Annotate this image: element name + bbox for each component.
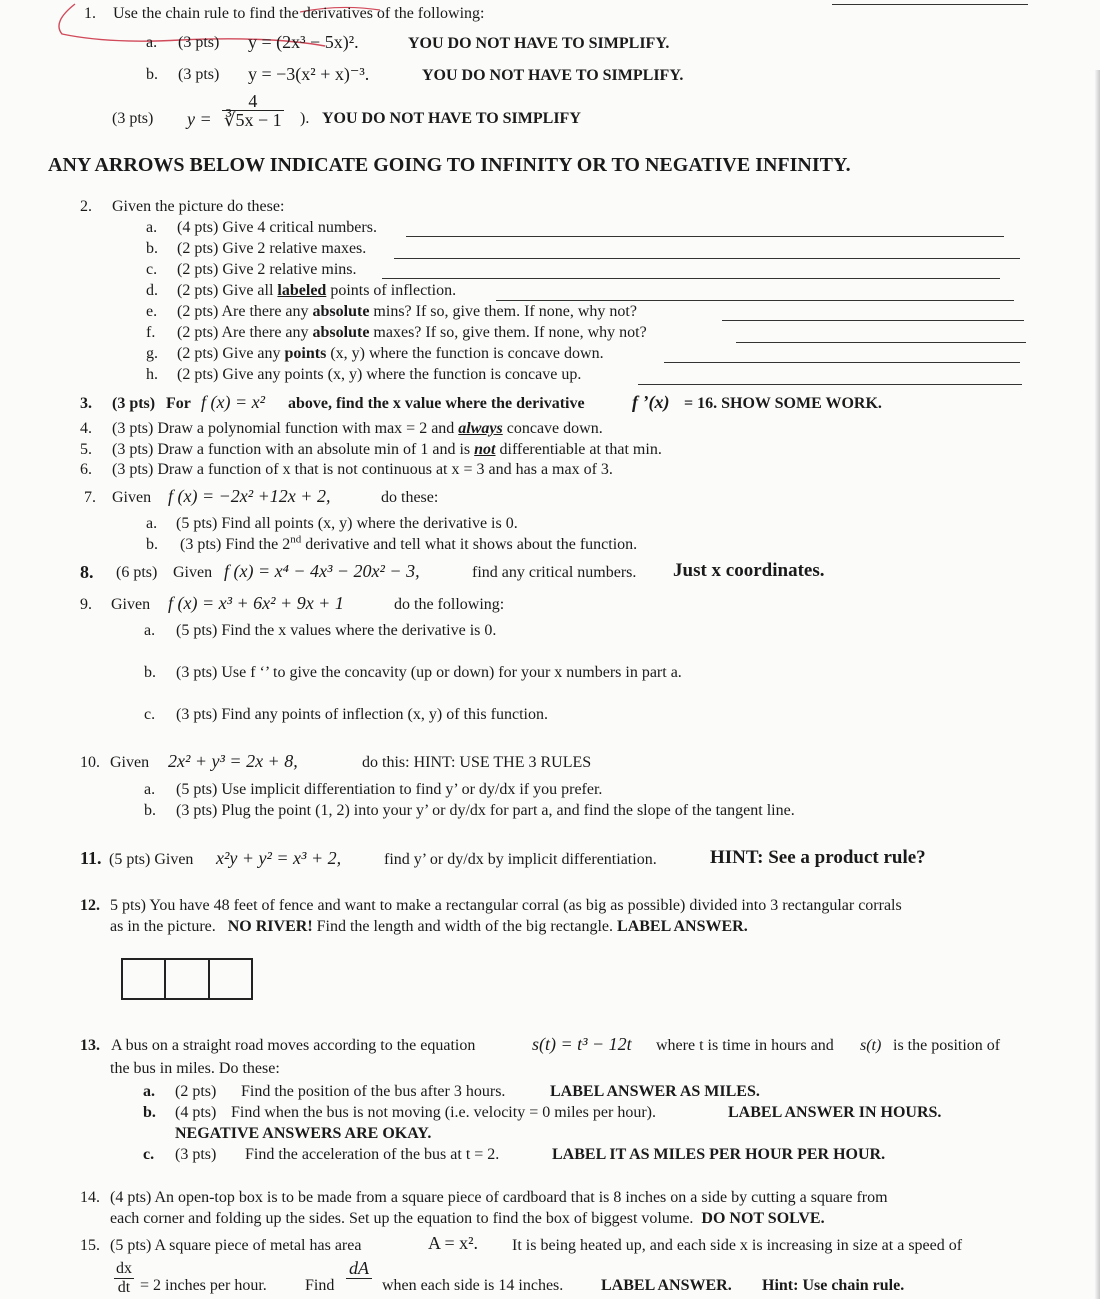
q7b-letter: b. (146, 536, 158, 553)
q11-hint: HINT: See a product rule? (710, 847, 926, 868)
q9b-text: (3 pts) Use f ‘’ to give the concavity (up or down) for your x numbers in part a. (176, 664, 682, 681)
q9a-letter: a. (144, 622, 156, 639)
q2-item-text: Give all (222, 282, 278, 299)
q13c-points: (3 pts) (175, 1146, 217, 1163)
q1a-letter: a. (146, 34, 158, 51)
q15-dxdt (114, 1260, 134, 1297)
q3-text3: = 16. SHOW SOME WORK. (684, 395, 882, 412)
q13-text3: is the position of (893, 1037, 1001, 1054)
q13b-letter: b. (143, 1104, 156, 1121)
q12-part2: Find the length and width of the big rectangle. (316, 918, 614, 935)
q10b-letter: b. (144, 802, 156, 819)
q8-number: 8. (80, 562, 94, 582)
q15-number: 15. (80, 1237, 100, 1254)
q2-item-letter: d. (146, 282, 158, 299)
q3-text1: For (166, 395, 191, 412)
q7-lead: Given (112, 489, 152, 506)
q14-line2 (110, 1209, 825, 1229)
answer-line-2e (722, 320, 1024, 321)
q1-number: 1. (84, 5, 96, 22)
q2-item-points: (2 pts) (177, 303, 219, 320)
q8-points: (6 pts) (116, 564, 158, 581)
scan-edge (1094, 70, 1100, 1299)
q2-item-letter: f. (146, 324, 156, 341)
q2-item-text: Give 2 relative maxes. (222, 240, 367, 257)
q2-item-points: (2 pts) (177, 261, 219, 278)
q7-number: 7. (84, 489, 96, 506)
q15-find: Find (305, 1277, 335, 1294)
q14-number: 14. (80, 1189, 100, 1206)
q1c-y: y = (187, 109, 212, 129)
header-rule (832, 4, 1028, 5)
answer-line-2d (496, 300, 1014, 301)
q7b-text (180, 535, 637, 555)
q2-item-text-end: maxes? If so, give them. If none, why not? (369, 324, 647, 341)
answer-line-2b (394, 258, 1020, 259)
q2-item-text: Are there any (221, 324, 313, 341)
q14-bold: DO NOT SOLVE. (701, 1210, 825, 1227)
q2-number: 2. (80, 198, 92, 215)
q3-derivative: f ’(x) (632, 392, 670, 412)
q1b-letter: b. (146, 66, 158, 83)
answer-line-2f (736, 342, 1026, 343)
q2-item-bold: labeled (277, 282, 327, 299)
q2-item-letter: b. (146, 240, 158, 257)
q2-item-letter: c. (146, 261, 158, 278)
q14-line1: (4 pts) An open-top box is to be made from a square piece of cardboard that is 8 inches on a side by cutting a square from (110, 1189, 888, 1206)
q15-equation: A = x². (428, 1233, 479, 1253)
q1b-points: (3 pts) (178, 66, 220, 83)
q5-number: 5. (80, 441, 92, 458)
q2-item-text-end: mins? If so, give them. If none, why not? (369, 303, 637, 320)
q2-item-points: (4 pts) (177, 219, 219, 236)
q10-tail: do this: HINT: USE THE 3 RULES (362, 754, 592, 771)
q7a-text: (5 pts) Find all points (x, y) where the derivative is 0. (176, 515, 518, 532)
q1-intro: Use the chain rule to find the derivatives of the following: (113, 5, 485, 22)
q2-item-letter: a. (146, 219, 158, 236)
q2-item-letter: h. (146, 366, 158, 383)
q9-lead: Given (111, 596, 151, 613)
q10-lead: Given (110, 754, 150, 771)
q7b-part1: (3 pts) Find the 2 (180, 536, 291, 553)
q15-dt: dt (117, 1279, 131, 1296)
q2-item-text-end: (x, y) where the function is concave down. (326, 345, 604, 362)
q13-s: s(t) (860, 1037, 882, 1054)
q10a-letter: a. (144, 781, 156, 798)
q13b-text: Find when the bus is not moving (i.e. velocity = 0 miles per hour). (231, 1104, 656, 1121)
q3-function: f (x) = x² (201, 392, 266, 412)
q1b-note: YOU DO NOT HAVE TO SIMPLIFY. (422, 67, 684, 84)
q1a-note: YOU DO NOT HAVE TO SIMPLIFY. (408, 35, 670, 52)
q1c-fraction (222, 92, 284, 129)
corral-diagram (118, 955, 256, 1003)
q15-bold: LABEL ANSWER. (601, 1277, 732, 1294)
q2-item (146, 218, 377, 238)
q11-text: find y’ or dy/dx by implicit differentiation. (384, 851, 657, 868)
q1c-close: ). (300, 110, 310, 127)
q15-dA (346, 1258, 372, 1279)
q14-part: each corner and folding up the sides. Set up the equation to find the box of biggest volume. (110, 1210, 694, 1227)
q2-item (146, 302, 637, 322)
q4-number: 4. (80, 420, 92, 437)
q5-part2: differentiable at that min. (495, 441, 662, 458)
q2-item-bold: points (284, 345, 327, 362)
q2-item-points: (2 pts) (177, 282, 219, 299)
q13-equation: s(t) = t³ − 12t (532, 1034, 632, 1054)
q2-item-text: Give any (222, 345, 285, 362)
q2-item-points: (2 pts) (177, 345, 219, 362)
q6-text: (3 pts) Draw a function of x that is not continuous at x = 3 and has a max of 3. (112, 461, 613, 478)
q5-text (112, 440, 662, 460)
q15-text2: It is being heated up, and each side x is increasing in size at a speed of (512, 1237, 963, 1254)
q3-number: 3. (80, 395, 92, 412)
q2-item-bold: absolute (312, 324, 370, 341)
q9-equation: f (x) = x³ + 6x² + 9x + 1 (168, 593, 344, 613)
q13c-text: Find the acceleration of the bus at t = 2. (245, 1146, 500, 1163)
q11-equation: x²y + y² = x³ + 2, (216, 848, 342, 868)
q2-item (146, 323, 647, 343)
q15-dA-numerator: dA (346, 1258, 372, 1279)
q1a-points: (3 pts) (178, 34, 220, 51)
q12-line2 (110, 917, 748, 937)
q2-item-points: (2 pts) (177, 240, 219, 257)
q13a-bold: LABEL ANSWER AS MILES. (550, 1083, 760, 1100)
q7b-part2: derivative and tell what it shows about the function. (301, 536, 638, 553)
q12-part1: as in the picture. (110, 918, 216, 935)
q1c-note: YOU DO NOT HAVE TO SIMPLIFY (322, 110, 581, 127)
answer-line-2h (638, 384, 1022, 385)
q6-number: 6. (80, 461, 92, 478)
q1c-points: (3 pts) (112, 110, 154, 127)
q12-bold2: LABEL ANSWER. (617, 918, 748, 935)
q7a-letter: a. (146, 515, 158, 532)
q12-bold1: NO RIVER! (227, 918, 313, 935)
q13-text2: where t is time in hours and (656, 1037, 834, 1054)
q4-part1: (3 pts) Draw a polynomial function with max = 2 and (112, 420, 459, 437)
q11-number: 11. (80, 848, 102, 868)
q4-emphasis: always (458, 420, 503, 437)
q9a-text: (5 pts) Find the x values where the derivative is 0. (176, 622, 497, 639)
q3-points: (3 pts) (112, 395, 156, 412)
q2-item (146, 239, 366, 259)
q15-text4: when each side is 14 inches. (382, 1277, 564, 1294)
q13c-letter: c. (143, 1146, 155, 1163)
q2-item-text: Give any points (x, y) where the function is concave up. (222, 366, 582, 383)
q7b-superscript: nd (290, 533, 302, 546)
q1b-equation: y = −3(x² + x)⁻³. (248, 64, 370, 84)
q2-item-bold: absolute (312, 303, 370, 320)
q11-lead: (5 pts) Given (109, 851, 194, 868)
q10-equation: 2x² + y³ = 2x + 8, (168, 751, 298, 771)
q2-item (146, 344, 604, 364)
q10-number: 10. (80, 754, 100, 771)
answer-line-2a (406, 236, 1004, 237)
q13b-points: (4 pts) (175, 1104, 217, 1121)
q9b-letter: b. (144, 664, 156, 681)
q13-text1: A bus on a straight road moves according to the equation (111, 1037, 476, 1054)
q13a-text: Find the position of the bus after 3 hours. (241, 1083, 506, 1100)
q9-number: 9. (80, 596, 92, 613)
q9c-text: (3 pts) Find any points of inflection (x, y) of this function. (176, 706, 548, 723)
q2-item-letter: e. (146, 303, 158, 320)
q2-item-points: (2 pts) (177, 324, 219, 341)
q5-emphasis: not (474, 441, 496, 458)
arrows-note: ANY ARROWS BELOW INDICATE GOING TO INFINITY OR TO NEGATIVE INFINITY. (48, 154, 851, 176)
q15-text3: = 2 inches per hour. (140, 1277, 267, 1294)
q10b-text: (3 pts) Plug the point (1, 2) into your y’ or dy/dx for part a, and find the slope of the tangent line. (176, 802, 795, 819)
q8-equation: f (x) = x⁴ − 4x³ − 20x² − 3, (224, 561, 420, 581)
q2-item-letter: g. (146, 345, 158, 362)
corral-outer-rectangle (122, 959, 252, 999)
q15-bold2: Hint: Use chain rule. (762, 1277, 905, 1294)
q13c-bold: LABEL IT AS MILES PER HOUR PER HOUR. (552, 1146, 886, 1163)
q2-item (146, 365, 581, 385)
q15-dx: dx (116, 1260, 132, 1277)
q2-item (146, 260, 357, 280)
q5-part1: (3 pts) Draw a function with an absolute min of 1 and is (112, 441, 475, 458)
q1a-equation: y = (2x³ − 5x)². (248, 32, 359, 52)
q4-text (112, 419, 603, 439)
q13-text4: the bus in miles. Do these: (110, 1060, 280, 1077)
q9-tail: do the following: (394, 596, 505, 613)
q2-item-points: (2 pts) (177, 366, 219, 383)
q2-item (146, 281, 456, 301)
q4-part2: concave down. (502, 420, 603, 437)
q10a-text: (5 pts) Use implicit differentiation to find y’ or dy/dx if you prefer. (176, 781, 603, 798)
q7-tail: do these: (381, 489, 439, 506)
q7-equation: f (x) = −2x² +12x + 2, (168, 486, 331, 506)
q13b-bold2: NEGATIVE ANSWERS ARE OKAY. (175, 1125, 432, 1142)
answer-line-2c (382, 278, 1000, 279)
q8-bold: Just x coordinates. (673, 560, 825, 581)
q3-text2: above, find the x value where the derivative (288, 395, 585, 412)
q15-text1: (5 pts) A square piece of metal has area (110, 1237, 362, 1254)
q13a-letter: a. (143, 1083, 155, 1100)
q2-item-text: Give 4 critical numbers. (222, 219, 377, 236)
q13-number: 13. (80, 1037, 100, 1054)
q12-line1: 5 pts) You have 48 feet of fence and want to make a rectangular corral (as big as possible) divided into 3 rectangular corrals (110, 897, 902, 914)
q2-item-text: Give 2 relative mins. (222, 261, 357, 278)
q2-item-text-end: points of inflection. (326, 282, 457, 299)
q1c-denominator: ∛5x − 1 (224, 110, 282, 130)
q13a-points: (2 pts) (175, 1083, 217, 1100)
q8-lead: Given (173, 564, 213, 581)
q2-intro: Given the picture do these: (112, 198, 285, 215)
q13b-bold: LABEL ANSWER IN HOURS. (728, 1104, 942, 1121)
answer-line-2g (664, 362, 1020, 363)
q8-text: find any critical numbers. (472, 564, 637, 581)
q1c-numerator: 4 (222, 92, 284, 111)
q12-number: 12. (80, 897, 100, 914)
q9c-letter: c. (144, 706, 156, 723)
q2-item-text: Are there any (221, 303, 313, 320)
